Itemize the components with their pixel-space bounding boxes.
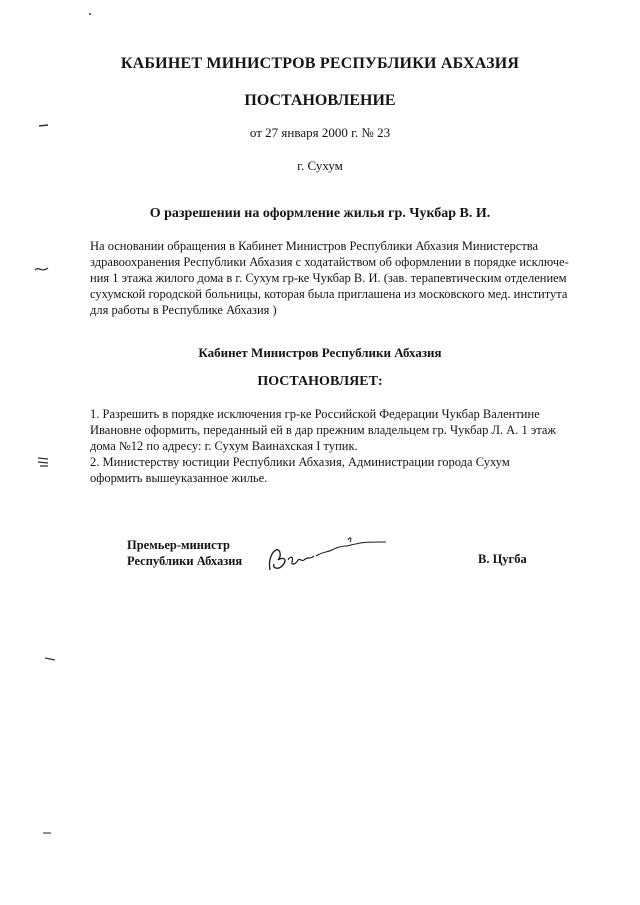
document-city: г. Сухум bbox=[297, 158, 343, 173]
document-type-heading: ПОСТАНОВЛЕНИЕ bbox=[244, 92, 396, 109]
resolution-line: Ивановне оформить, переданный ей в дар прежним владельцем гр. Чукбар Л. А. 1 этаж bbox=[90, 423, 557, 437]
signatory-name: В. Цугба bbox=[478, 552, 527, 566]
preamble-line: ния 1 этажа жилого дома в г. Сухум гр-ке Чукбар В. И. (зав. терапевтическим отделением bbox=[90, 271, 567, 285]
signatory-title: Премьер-министр bbox=[127, 538, 230, 552]
scan-speck bbox=[88, 12, 92, 16]
resolution-line: 2. Министерству юстиции Республики Абхазия, Администрации города Сухум bbox=[90, 455, 510, 469]
document-subject: О разрешении на оформление жилья гр. Чукбар В. И. bbox=[149, 206, 491, 221]
resolution-line: 1. Разрешить в порядке исключения гр-ке Российской Федерации Чукбар Валентине bbox=[90, 407, 540, 421]
scan-speck bbox=[34, 265, 50, 275]
preamble-line: сухумской городской больницы, которая была приглашена из московского мед. института bbox=[90, 287, 568, 301]
signatory-title: Республики Абхазия bbox=[127, 554, 243, 568]
scan-speck bbox=[42, 830, 54, 836]
resolution-line: оформить вышеуказанное жилье. bbox=[90, 471, 268, 485]
resolves-heading: ПОСТАНОВЛЯЕТ: bbox=[257, 374, 383, 389]
scan-speck bbox=[38, 122, 52, 130]
resolution-line: дома №12 по адресу: г. Сухум Ваинахская I тупик. bbox=[90, 439, 358, 453]
preamble-line: здравоохранения Республики Абхазия с ходатайством об оформлении в порядке исключе- bbox=[90, 255, 569, 269]
scan-speck bbox=[36, 455, 52, 469]
preamble-line: для работы в Республике Абхазия ) bbox=[90, 303, 277, 317]
preamble-line: На основании обращения в Кабинет Министров Республики Абхазия Министерства bbox=[90, 239, 539, 253]
handwritten-signature bbox=[262, 530, 402, 580]
document-date-number: от 27 января 2000 г. № 23 bbox=[249, 125, 391, 140]
scan-speck bbox=[44, 655, 58, 663]
issuing-authority: КАБИНЕТ МИНИСТРОВ РЕСПУБЛИКИ АБХАЗИЯ bbox=[120, 55, 520, 72]
cabinet-heading: Кабинет Министров Республики Абхазия bbox=[198, 345, 442, 360]
